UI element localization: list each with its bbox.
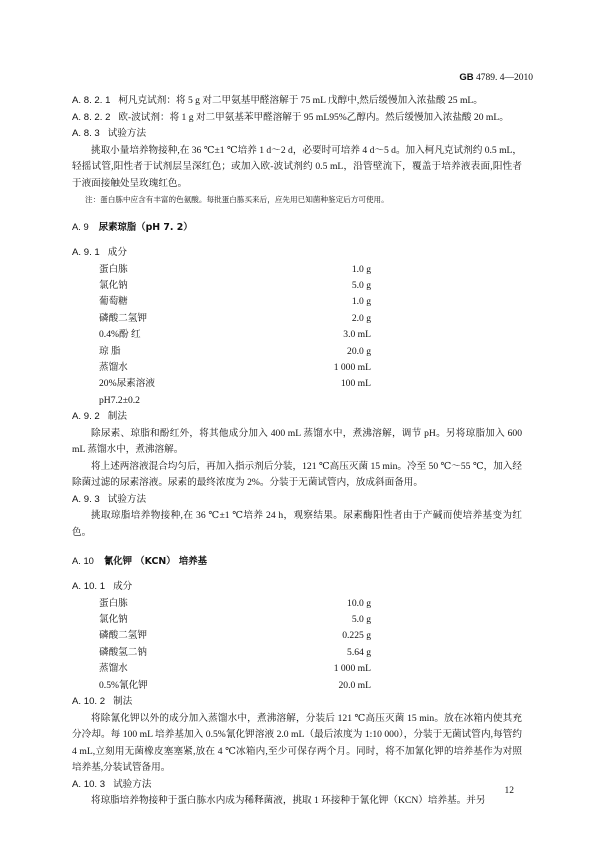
clause-number: A. 10. 3 (72, 778, 106, 790)
ingredient-name: 琼 脂 (99, 345, 121, 357)
clause-number: A. 8. 2. 1 (72, 95, 111, 106)
clause-title: 成分 (107, 247, 127, 258)
page-number: 12 (504, 786, 514, 796)
clause-number: A. 8. 2. 2 (72, 111, 111, 123)
clause-number: A. 10. 2 (72, 696, 106, 708)
ingredient-row (99, 360, 371, 376)
clause-a8-2-2 (72, 110, 522, 127)
ingredient-qty: 3.0 mL (343, 329, 371, 341)
running-header (459, 72, 533, 83)
clause-a8-3-text: 挑取小量培养物接种,在 36 ℃±1 ℃培养 1 d～2 d，必要时可培养 4 d～5 d。加入柯凡克试剂约 0.5 mL，轻摇试管,阳性者于试剂层呈深红色；或加入欧-波试剂约 0.5 mL，沿管壁流下，覆盖于培养液表面,阳性者于液面接触处呈玫瑰红色。 (72, 144, 522, 189)
ingredient-qty: 2.0 g (351, 312, 371, 324)
standard-prefix: GB (459, 72, 474, 83)
ingredient-qty: 5.0 g (351, 279, 371, 291)
clause-number: A. 9. 2 (72, 411, 100, 423)
clause-a9-3-heading (72, 492, 522, 509)
clause-title: 试验方法 (113, 778, 152, 790)
ingredient-qty: 5.0 g (351, 614, 371, 626)
ingredient-name: 氯化钠 (99, 614, 128, 626)
ingredient-qty: 20.0 mL (338, 679, 371, 691)
section-title: 氰化钾 （KCN） 培养基 (103, 556, 207, 568)
ph-value: pH7.2±0.2 (99, 394, 140, 406)
ingredient-list-a10 (72, 596, 522, 694)
ingredient-row (99, 344, 371, 360)
section-title: 尿素琼脂（pH 7. 2） (98, 222, 193, 233)
clause-a10-3-text: 将琼脂培养物接种于蛋白胨水内成为稀释菌液，挑取 1 环接种于氰化钾（KCN）培养基。并另 (91, 795, 486, 807)
clause-a10-3-heading (72, 777, 522, 794)
ingredient-name: 磷酸二氢钾 (99, 630, 147, 642)
ingredient-qty: 20.0 g (347, 345, 371, 357)
ingredient-name: 葡萄糖 (99, 296, 128, 308)
clause-text: 欧-波试剂：将 1 g 对二甲氨基苯甲醛溶解于 95 mL95%乙醇内。然后缓慢加入浓盐酸 20 mL。 (118, 111, 509, 123)
ingredient-name: 0.5%氰化钾 (99, 679, 148, 691)
ingredient-qty: 1 000 mL (333, 663, 371, 675)
ingredient-row (99, 678, 371, 694)
clause-title: 制法 (113, 696, 133, 708)
ingredient-row (99, 311, 371, 327)
ingredient-row (99, 661, 371, 677)
clause-number: A. 9. 3 (72, 493, 100, 505)
section-number: A. 10 (72, 555, 94, 567)
ingredient-row (99, 645, 371, 661)
ingredient-row (99, 376, 371, 392)
clause-a9-2-para-2: 将上述两溶液混合均匀后，再加入指示剂后分装，121 ℃高压灭菌 15 min。冷至 50 ℃～55 ℃，加入经除菌过滤的尿素溶液。尿素的最终浓度为 2%。分装于无菌试管内，放成斜面备用。 (72, 460, 522, 489)
clause-a10-2-text: 将除氰化钾以外的成分加入蒸馏水中，煮沸溶解，分装后 121 ℃高压灭菌 15 min。放在冰箱内使其充分冷却。每 100 mL 培养基加入 0.5%氰化钾溶液 2.0 mL（最后浓度为 1:10 000），分装于无菌试管内,每管约 4 mL,立刻用无菌橡皮塞塞紧,放在 4 ℃冰箱内,至少可保存两个月。同时，将不加氰化钾的培养基作为对照培养基,分装试管备用。 (72, 712, 522, 774)
ingredient-row (99, 596, 371, 612)
ingredient-name: 0.4%酚 红 (99, 329, 141, 341)
ingredient-row (99, 262, 371, 278)
clause-a9-3-text: 挑取琼脂培养物接种,在 36 ℃±1 ℃培养 24 h，观察结果。尿素酶阳性者由于产碱而使培养基变为红色。 (72, 510, 522, 538)
ingredient-qty: 10.0 g (347, 597, 371, 609)
ingredient-row (99, 278, 371, 294)
ingredient-qty: 1 000 mL (333, 361, 371, 373)
clause-title: 成分 (113, 581, 133, 593)
clause-a9-2-para-1: 除尿素、琼脂和酚红外，将其他成分加入 400 mL 蒸馏水中，煮沸溶解，调节 pH。另将琼脂加入 600 mL 蒸馏水中，煮沸溶解。 (72, 427, 522, 456)
clause-a10-2-heading (72, 694, 522, 711)
ingredient-name: 蒸馏水 (99, 663, 128, 675)
ingredient-name: 蛋白胨 (99, 597, 128, 609)
note: 注：蛋白胨中应含有丰富的色氨酸。每批蛋白胨买来后，应先用已知菌种鉴定后方可使用。 (85, 195, 389, 204)
clause-title: 试验方法 (107, 128, 147, 139)
standard-code: 4789. 4—2010 (476, 73, 533, 83)
section-a10-heading (72, 554, 522, 569)
section-number: A. 9 (72, 221, 89, 232)
clause-a8-3-heading (72, 126, 522, 143)
ingredient-qty: 1.0 g (351, 296, 371, 308)
clause-title: 制法 (107, 411, 127, 423)
ingredient-name: 20%尿素溶液 (99, 378, 155, 390)
ingredient-qty: 0.225 g (342, 630, 371, 642)
ingredient-name: 磷酸二氢钾 (99, 312, 147, 324)
ingredient-name: 蛋白胨 (99, 263, 128, 275)
ingredient-list-a9 (72, 262, 522, 410)
section-a9-heading (72, 220, 522, 235)
ingredient-qty: 100 mL (340, 378, 371, 390)
clause-a10-1-heading (72, 579, 522, 596)
ingredient-row (99, 628, 371, 644)
ingredient-row (99, 612, 371, 628)
page-content (72, 93, 522, 810)
clause-number: A. 9. 1 (72, 247, 100, 258)
clause-a9-2-heading (72, 409, 522, 426)
clause-a9-1-heading (72, 245, 522, 262)
ingredient-name: 蒸馏水 (99, 361, 128, 373)
clause-number: A. 10. 1 (72, 581, 106, 593)
clause-text: 柯凡克试剂：将 5 g 对二甲氨基甲醛溶解于 75 mL 戊醇中,然后缓慢加入浓盐酸 25 mL。 (118, 95, 483, 106)
ingredient-qty: 5.64 g (347, 646, 371, 658)
ingredient-name: 磷酸氢二钠 (99, 646, 147, 658)
ingredient-row (99, 327, 371, 343)
clause-a8-2-1 (72, 93, 522, 110)
ingredient-qty: 1.0 g (351, 263, 371, 275)
ingredient-row (99, 294, 371, 310)
clause-number: A. 8. 3 (72, 128, 100, 139)
ingredient-name: 氯化钠 (99, 279, 128, 291)
clause-title: 试验方法 (107, 493, 147, 505)
